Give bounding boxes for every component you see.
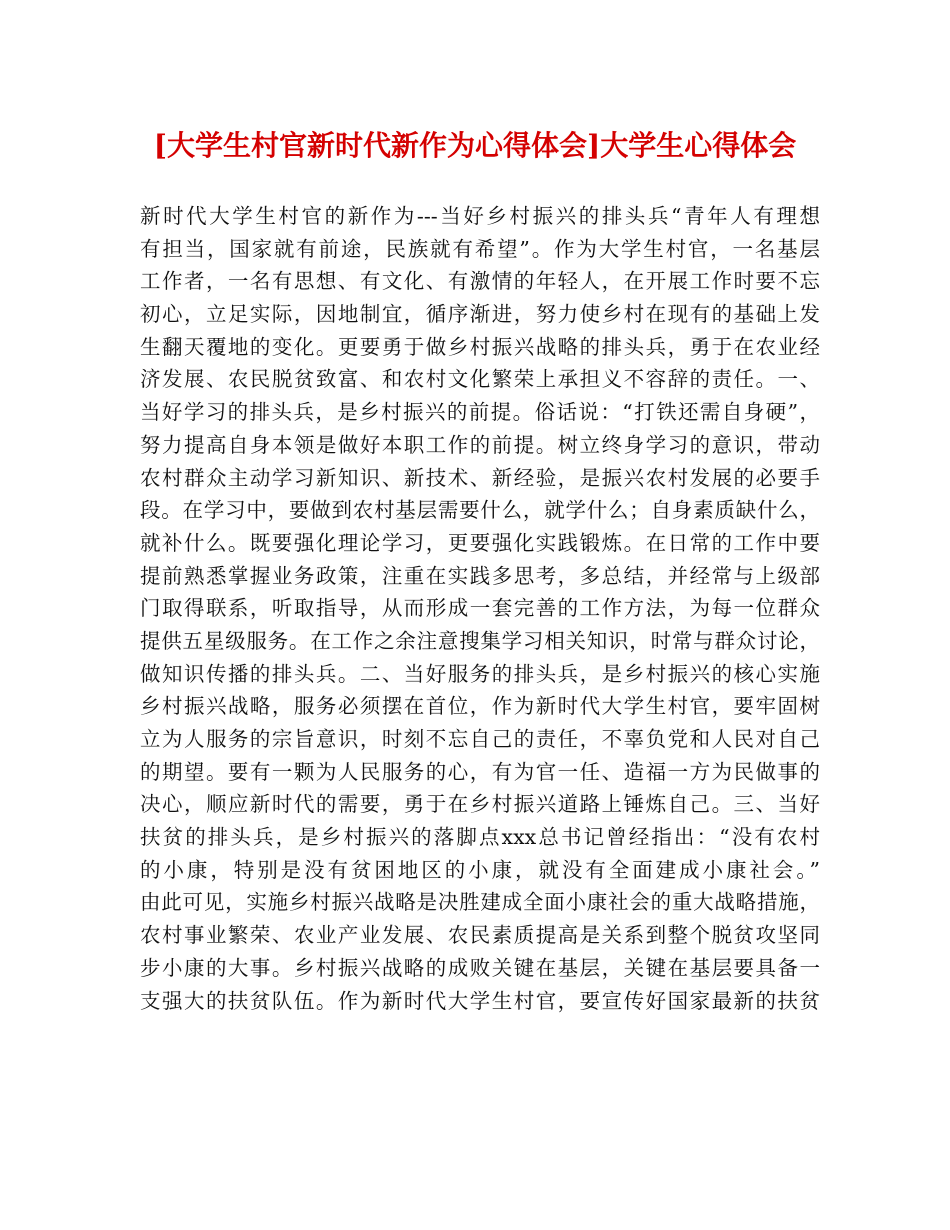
body-line: 生翻天覆地的变化。更要勇于做乡村振兴战略的排头兵，勇于在农业经 bbox=[140, 334, 820, 359]
body-line: 当好学习的排头兵，是乡村振兴的前提。俗话说：“打铁还需自身硬”， bbox=[140, 400, 820, 425]
body-line: 的小康，特别是没有贫困地区的小康，就没有全面建成小康社会。” bbox=[140, 857, 820, 882]
body-line: 支强大的扶贫队伍。作为新时代大学生村官，要宣传好国家最新的扶贫 bbox=[140, 988, 820, 1013]
body-line: 提前熟悉掌握业务政策，注重在实践多思考，多总结，并经常与上级部 bbox=[140, 563, 820, 588]
body-line: 决心，顺应新时代的需要，勇于在乡村振兴道路上锤炼自己。三、当好 bbox=[140, 792, 820, 817]
body-line: 新时代大学生村官的新作为---当好乡村振兴的排头兵“青年人有理想 bbox=[140, 204, 820, 228]
body-line: 农村事业繁荣、农业产业发展、农民素质提高是关系到整个脱贫攻坚同 bbox=[140, 923, 820, 948]
body-line: 农村群众主动学习新知识、新技术、新经验，是振兴农村发展的必要手 bbox=[140, 465, 820, 490]
body-line: 做知识传播的排头兵。二、当好服务的排头兵，是乡村振兴的核心实施 bbox=[140, 661, 820, 686]
body-line: 有担当，国家就有前途，民族就有希望”。作为大学生村官，一名基层 bbox=[140, 236, 820, 261]
body-line: 立为人服务的宗旨意识，时刻不忘自己的责任，不辜负党和人民对自己 bbox=[140, 727, 820, 751]
document-body bbox=[140, 200, 820, 1017]
body-line: 工作者，一名有思想、有文化、有激情的年轻人，在开展工作时要不忘 bbox=[140, 269, 820, 294]
body-line: 步小康的大事。乡村振兴战略的成败关键在基层，关键在基层要具备一 bbox=[140, 955, 820, 980]
body-line: 提供五星级服务。在工作之余注意搜集学习相关知识，时常与群众讨论， bbox=[140, 628, 820, 653]
body-line: 门取得联系，听取指导，从而形成一套完善的工作方法，为每一位群众 bbox=[140, 596, 820, 621]
body-line: 扶贫的排头兵，是乡村振兴的落脚点xxx总书记曾经指出：“没有农村 bbox=[140, 825, 820, 850]
body-line: 就补什么。既要强化理论学习，更要强化实践锻炼。在日常的工作中要 bbox=[140, 530, 820, 555]
body-line: 济发展、农民脱贫致富、和农村文化繁荣上承担义不容辞的责任。一、 bbox=[140, 367, 820, 392]
body-line: 由此可见，实施乡村振兴战略是决胜建成全面小康社会的重大战略措施， bbox=[140, 890, 820, 915]
body-line: 段。在学习中，要做到农村基层需要什么，就学什么；自身素质缺什么， bbox=[140, 498, 820, 523]
body-line: 乡村振兴战略，服务必须摆在首位，作为新时代大学生村官，要牢固树 bbox=[140, 694, 820, 719]
body-line: 的期望。要有一颗为人民服务的心，有为官一任、造福一方为民做事的 bbox=[140, 759, 820, 784]
body-line: 初心，立足实际，因地制宜，循序渐进，努力使乡村在现有的基础上发 bbox=[140, 302, 820, 327]
body-line: 努力提高自身本领是做好本职工作的前提。树立终身学习的意识，带动 bbox=[140, 432, 820, 457]
document-title: [大学生村官新时代新作为心得体会]大学生心得体会 bbox=[153, 129, 797, 162]
